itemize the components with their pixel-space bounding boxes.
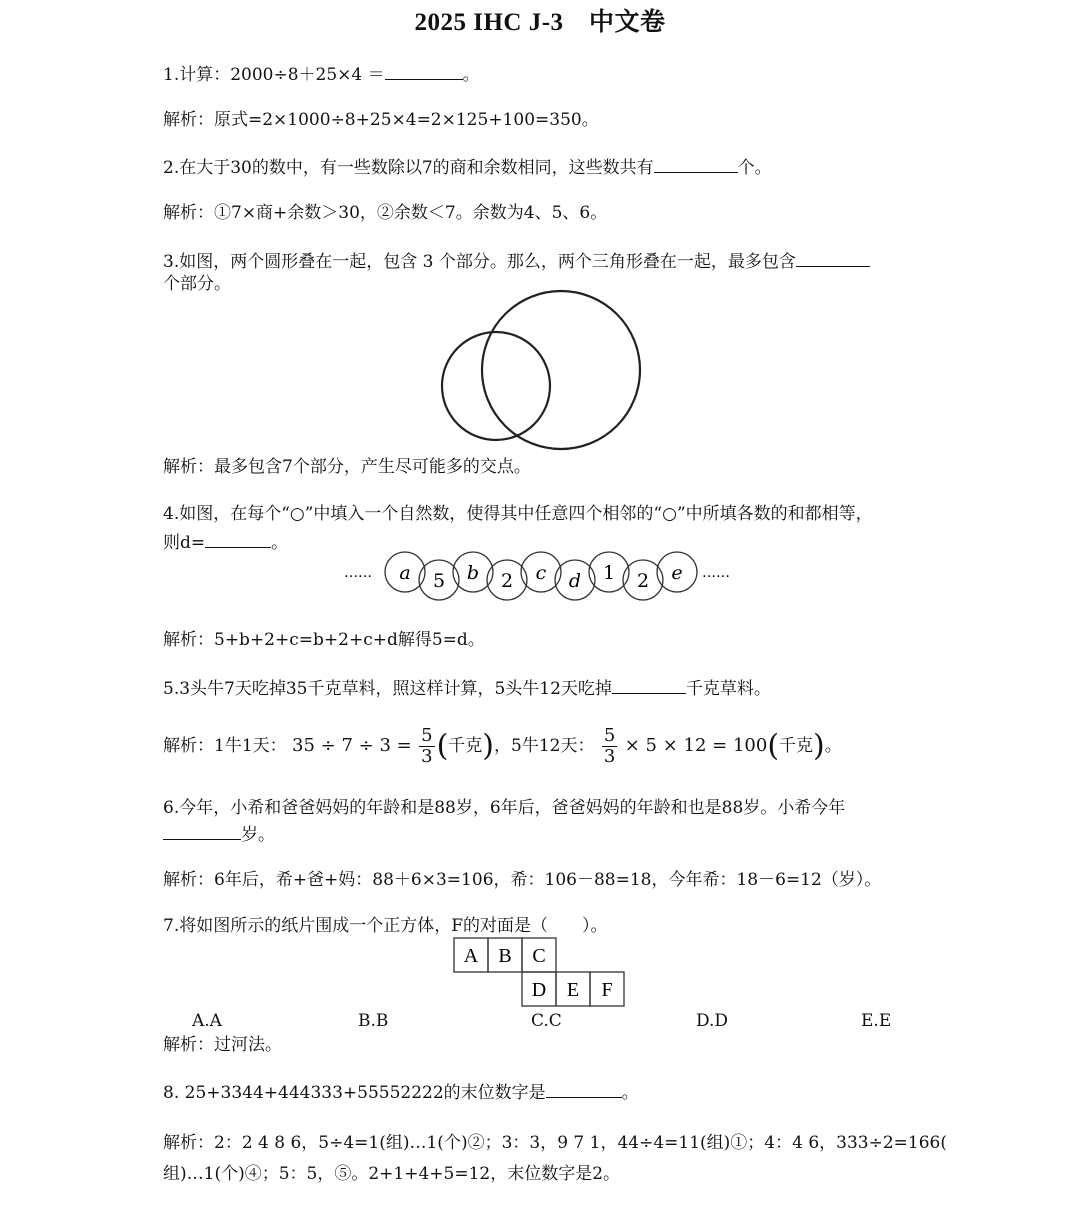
question-6-end: 岁。 xyxy=(241,825,275,845)
two-circles-figure xyxy=(430,288,650,448)
question-6-line2 xyxy=(163,822,275,846)
question-8-text: 8. 25+3344+444333+55552222的末位数字是 xyxy=(163,1083,546,1103)
chain-circle-label: 2 xyxy=(500,570,514,592)
fraction-numerator: 5 xyxy=(421,725,433,746)
option-d[interactable]: D.D xyxy=(696,1011,729,1031)
cube-net-figure xyxy=(453,937,628,1009)
answer-1: 解析：原式=2×1000÷8+25×4=2×125+100=350。 xyxy=(163,110,599,130)
question-2 xyxy=(163,155,772,179)
page-title: 2025 IHC J-3 中文卷 xyxy=(414,9,666,36)
question-4-prefix: 则d= xyxy=(163,533,206,553)
net-letter: C xyxy=(532,945,546,967)
chain-circle-label: a xyxy=(399,562,411,584)
chain-circle-label: e xyxy=(671,562,683,584)
answer-blank[interactable] xyxy=(385,62,463,80)
answer-8-line1: 解析：2：2 4 8 6，5÷4=1(组)…1(个)②；3：3，9 7 1，44÷4=11(组)①；4：4 6，333÷2=166( xyxy=(163,1133,947,1153)
fraction-5-3 xyxy=(419,726,434,767)
question-3-line2: 个部分。 xyxy=(163,274,231,294)
question-4-line2 xyxy=(163,530,288,554)
answer-8-line2: 组)…1(个)④；5：5，⑤。2+1+4+5=12，末位数字是2。 xyxy=(163,1164,621,1184)
answer-5-end: 。 xyxy=(824,736,842,756)
chain-circle-label: d xyxy=(568,570,582,592)
answer-3: 解析：最多包含7个部分，产生尽可能多的交点。 xyxy=(163,457,531,477)
paren-open: ( xyxy=(767,728,780,764)
answer-5-expr1: 35 ÷ 7 ÷ 3 = xyxy=(292,735,412,756)
fraction-5-3 xyxy=(602,726,617,767)
question-2-text: 2.在大于30的数中，有一些数除以7的商和余数相同，这些数共有 xyxy=(163,158,654,178)
net-letter: E xyxy=(566,979,580,1001)
answer-5-mid: ，5牛12天： xyxy=(494,736,595,756)
question-4-end: 。 xyxy=(271,533,289,553)
left-dots: …… xyxy=(344,565,372,581)
small-circle xyxy=(442,332,550,440)
fraction-denominator: 3 xyxy=(421,746,433,767)
chain-circle-label: 1 xyxy=(602,562,616,584)
option-c[interactable]: C.C xyxy=(531,1011,562,1031)
paren-open: ( xyxy=(436,728,449,764)
answer-5 xyxy=(163,720,842,773)
question-4: 4.如图，在每个“○”中填入一个自然数，使得其中任意四个相邻的“○”中所填各数的和都相等， xyxy=(163,504,873,524)
answer-5-expr2: × 5 × 12 = 100 xyxy=(624,735,768,756)
fraction-denominator: 3 xyxy=(603,746,616,767)
option-e[interactable]: E.E xyxy=(861,1011,892,1031)
question-1-end: 。 xyxy=(462,65,480,85)
answer-blank[interactable] xyxy=(654,155,738,173)
net-letter: F xyxy=(601,979,613,1001)
net-letter: B xyxy=(498,945,512,967)
option-a[interactable]: A.A xyxy=(192,1011,222,1031)
answer-5-prefix: 解析：1牛1天： xyxy=(163,736,287,756)
chain-circle-label: c xyxy=(535,562,547,584)
right-dots: …… xyxy=(702,565,730,581)
unit: 千克 xyxy=(779,736,814,756)
option-b[interactable]: B.B xyxy=(358,1011,389,1031)
question-5-end: 千克草料。 xyxy=(685,679,771,699)
answer-blank[interactable] xyxy=(163,822,241,840)
answer-6: 解析：6年后，希+爸+妈：88＋6×3=106，希：106－88=18，今年希：18－6=12（岁）。 xyxy=(163,870,882,890)
question-3-text: 3.如图，两个圆形叠在一起，包含 3 个部分。那么，两个三角形叠在一起，最多包含 xyxy=(163,252,796,272)
large-circle xyxy=(482,291,640,449)
chain-circle-label: 5 xyxy=(432,570,446,592)
paren-close: ) xyxy=(813,728,825,764)
question-5 xyxy=(163,676,771,700)
answer-blank[interactable] xyxy=(205,530,271,548)
answer-blank[interactable] xyxy=(612,676,686,694)
chain-circle-label: b xyxy=(466,562,480,584)
answer-7: 解析：过河法。 xyxy=(163,1035,282,1055)
circle-chain-figure xyxy=(340,548,740,608)
question-3 xyxy=(163,249,870,273)
paren-close: ) xyxy=(482,728,495,764)
question-6: 6.今年，小希和爸爸妈妈的年龄和是88岁，6年后，爸爸妈妈的年龄和也是88岁。小希今年 xyxy=(163,798,846,818)
question-1 xyxy=(163,62,480,86)
question-2-end: 个。 xyxy=(737,158,772,178)
net-letter: D xyxy=(531,979,547,1001)
answer-blank[interactable] xyxy=(546,1080,622,1098)
chain-circle-label: 2 xyxy=(636,570,650,592)
answer-4: 解析：5+b+2+c=b+2+c+d解得5=d。 xyxy=(163,630,485,650)
answer-2: 解析：①7×商+余数＞30，②余数＜7。余数为4、5、6。 xyxy=(163,203,608,223)
question-7: 7.将如图所示的纸片围成一个正方体，F的对面是（ ）。 xyxy=(163,916,608,936)
question-8 xyxy=(163,1080,639,1104)
answer-blank[interactable] xyxy=(796,249,870,267)
fraction-numerator: 5 xyxy=(603,725,616,746)
question-1-text: 1.计算：2000÷8＋25×4 ＝ xyxy=(163,65,385,85)
net-letter: A xyxy=(463,945,479,967)
question-5-text: 5.3头牛7天吃掉35千克草料，照这样计算，5头牛12天吃掉 xyxy=(163,679,612,699)
unit: 千克 xyxy=(448,736,483,756)
question-8-end: 。 xyxy=(621,1083,639,1103)
